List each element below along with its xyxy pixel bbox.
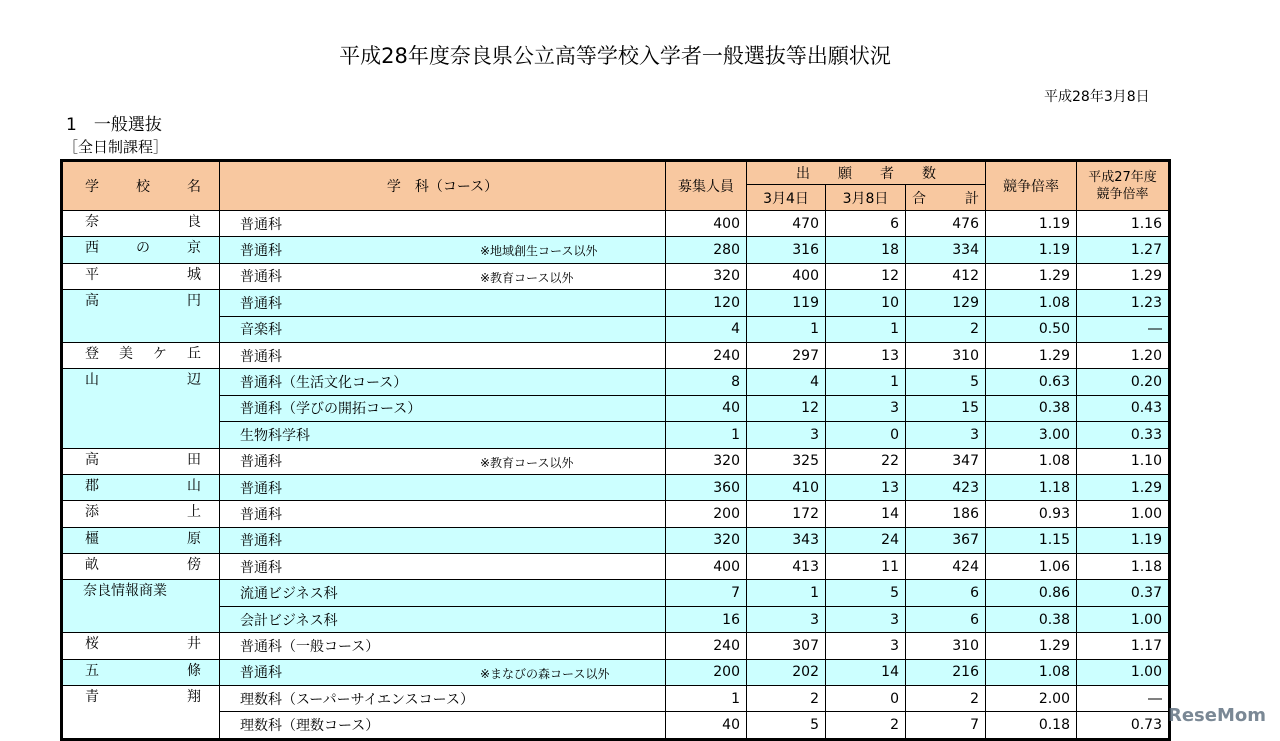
department-note: ※地域創生コース以外 — [480, 244, 598, 259]
department-note: ※教育コース以外 — [480, 270, 574, 285]
school-name: 山辺 — [62, 369, 220, 448]
department-cell — [220, 580, 666, 606]
header-capacity: 募集人員 — [666, 161, 747, 211]
capacity: 16 — [666, 606, 747, 632]
prev-competition-ratio: 1.17 — [1077, 633, 1170, 659]
table-row — [62, 712, 1170, 739]
school-name: 奈良情報商業 — [62, 580, 220, 633]
department-note: ※教育コース以外 — [480, 455, 574, 470]
department-name: 普通科 — [240, 454, 282, 471]
capacity: 360 — [666, 474, 747, 500]
applicants-total: 6 — [906, 580, 986, 606]
applicants-mar4: 413 — [747, 554, 826, 580]
applicants-total: 423 — [906, 474, 986, 500]
section-heading: 1 一般選抜 — [66, 115, 162, 135]
competition-ratio: 1.29 — [986, 263, 1077, 289]
applicants-mar8: 13 — [826, 474, 906, 500]
applicants-total: 310 — [906, 342, 986, 368]
applicants-mar4: 400 — [747, 263, 826, 289]
capacity: 120 — [666, 290, 747, 316]
table-row — [62, 659, 1170, 685]
table-row — [62, 554, 1170, 580]
applicants-total: 347 — [906, 448, 986, 474]
competition-ratio: 1.19 — [986, 237, 1077, 263]
competition-ratio: 0.86 — [986, 580, 1077, 606]
header-mar4: 3月4日 — [747, 185, 826, 211]
school-name: 五條 — [62, 659, 220, 685]
applicants-mar8: 18 — [826, 237, 906, 263]
department-cell — [220, 211, 666, 237]
applicants-total: 5 — [906, 369, 986, 395]
prev-competition-ratio: 0.43 — [1077, 395, 1170, 421]
applicants-mar4: 3 — [747, 606, 826, 632]
applicants-mar8: 0 — [826, 422, 906, 448]
capacity: 7 — [666, 580, 747, 606]
department-cell — [220, 501, 666, 527]
prev-competition-ratio: 1.19 — [1077, 527, 1170, 553]
competition-ratio: 0.50 — [986, 316, 1077, 342]
department-cell — [220, 606, 666, 632]
school-name: 添上 — [62, 501, 220, 527]
department-cell — [220, 554, 666, 580]
table-row — [62, 580, 1170, 606]
header-prev-ratio: 平成27年度 競争倍率 — [1077, 161, 1170, 211]
table-row — [62, 369, 1170, 395]
department-cell — [220, 422, 666, 448]
school-name: 郡山 — [62, 474, 220, 500]
department-name: 会計ビジネス科 — [240, 612, 338, 629]
header-dept: 学 科（コース） — [220, 161, 666, 211]
applicants-mar8: 11 — [826, 554, 906, 580]
department-name: 音楽科 — [240, 322, 282, 339]
applicants-mar8: 12 — [826, 263, 906, 289]
prev-competition-ratio: 0.20 — [1077, 369, 1170, 395]
department-cell — [220, 633, 666, 659]
department-name: 普通科 — [240, 480, 282, 497]
applicants-mar4: 316 — [747, 237, 826, 263]
capacity: 4 — [666, 316, 747, 342]
competition-ratio: 1.29 — [986, 633, 1077, 659]
department-cell — [220, 263, 666, 289]
header-applicants: 出 願 者 数 — [747, 161, 986, 185]
capacity: 240 — [666, 342, 747, 368]
capacity: 1 — [666, 686, 747, 712]
prev-competition-ratio: 0.73 — [1077, 712, 1170, 739]
school-name: 奈良 — [62, 211, 220, 237]
header-school: 学 校 名 — [62, 161, 220, 211]
department-name: 普通科（一般コース） — [240, 638, 380, 655]
applicants-mar8: 6 — [826, 211, 906, 237]
competition-ratio: 0.38 — [986, 606, 1077, 632]
school-name: 高田 — [62, 448, 220, 474]
applicants-mar4: 410 — [747, 474, 826, 500]
prev-competition-ratio: 1.16 — [1077, 211, 1170, 237]
department-name: 流通ビジネス科 — [240, 586, 338, 603]
header-ratio: 競争倍率 — [986, 161, 1077, 211]
applicants-mar4: 5 — [747, 712, 826, 739]
prev-competition-ratio: 1.18 — [1077, 554, 1170, 580]
competition-ratio: 2.00 — [986, 686, 1077, 712]
school-name: 橿原 — [62, 527, 220, 553]
prev-competition-ratio: 0.33 — [1077, 422, 1170, 448]
table-row — [62, 422, 1170, 448]
table-row — [62, 395, 1170, 421]
table-row — [62, 633, 1170, 659]
applicants-mar8: 22 — [826, 448, 906, 474]
department-cell — [220, 527, 666, 553]
applicants-mar4: 4 — [747, 369, 826, 395]
department-cell — [220, 712, 666, 739]
competition-ratio: 1.18 — [986, 474, 1077, 500]
applicants-mar4: 343 — [747, 527, 826, 553]
competition-ratio: 3.00 — [986, 422, 1077, 448]
capacity: 240 — [666, 633, 747, 659]
capacity: 280 — [666, 237, 747, 263]
department-name: 普通科 — [240, 348, 282, 365]
applicants-mar8: 24 — [826, 527, 906, 553]
applicants-total: 2 — [906, 316, 986, 342]
course-label: ［全日制課程］ — [63, 138, 169, 156]
table-row — [62, 211, 1170, 237]
applications-table — [60, 159, 1171, 741]
table-row — [62, 448, 1170, 474]
applicants-mar8: 1 — [826, 369, 906, 395]
department-name: 普通科（生活文化コース） — [240, 375, 408, 392]
applicants-total: 476 — [906, 211, 986, 237]
capacity: 320 — [666, 448, 747, 474]
prev-competition-ratio: 0.37 — [1077, 580, 1170, 606]
capacity: 8 — [666, 369, 747, 395]
header-mar8: 3月8日 — [826, 185, 906, 211]
applicants-mar4: 12 — [747, 395, 826, 421]
applicants-mar4: 1 — [747, 316, 826, 342]
prev-competition-ratio: ― — [1077, 686, 1170, 712]
capacity: 320 — [666, 263, 747, 289]
table-row — [62, 474, 1170, 500]
competition-ratio: 0.18 — [986, 712, 1077, 739]
competition-ratio: 1.29 — [986, 342, 1077, 368]
prev-competition-ratio: 1.20 — [1077, 342, 1170, 368]
applicants-mar4: 172 — [747, 501, 826, 527]
table-row — [62, 501, 1170, 527]
capacity: 400 — [666, 554, 747, 580]
applicants-total: 2 — [906, 686, 986, 712]
department-cell — [220, 237, 666, 263]
competition-ratio: 1.08 — [986, 290, 1077, 316]
applicants-mar4: 2 — [747, 686, 826, 712]
department-name: 普通科 — [240, 506, 282, 523]
applicants-mar8: 3 — [826, 633, 906, 659]
department-cell — [220, 395, 666, 421]
prev-competition-ratio: ― — [1077, 316, 1170, 342]
capacity: 1 — [666, 422, 747, 448]
department-note: ※まなびの森コース以外 — [480, 666, 610, 681]
department-name: 普通科 — [240, 665, 282, 682]
applicants-mar8: 3 — [826, 395, 906, 421]
applicants-total: 310 — [906, 633, 986, 659]
applicants-total: 424 — [906, 554, 986, 580]
department-cell — [220, 316, 666, 342]
prev-competition-ratio: 1.23 — [1077, 290, 1170, 316]
competition-ratio: 1.19 — [986, 211, 1077, 237]
prev-competition-ratio: 1.00 — [1077, 659, 1170, 685]
applicants-mar8: 1 — [826, 316, 906, 342]
applicants-total: 216 — [906, 659, 986, 685]
applicants-total: 129 — [906, 290, 986, 316]
table-row — [62, 237, 1170, 263]
prev-competition-ratio: 1.00 — [1077, 606, 1170, 632]
applicants-mar8: 5 — [826, 580, 906, 606]
applicants-mar8: 14 — [826, 659, 906, 685]
table-row — [62, 342, 1170, 368]
department-cell — [220, 290, 666, 316]
capacity: 40 — [666, 712, 747, 739]
competition-ratio: 0.93 — [986, 501, 1077, 527]
department-name: 生物科学科 — [240, 427, 310, 444]
department-name: 普通科 — [240, 533, 282, 550]
applicants-total: 6 — [906, 606, 986, 632]
applicants-total: 186 — [906, 501, 986, 527]
department-cell — [220, 448, 666, 474]
table-row — [62, 527, 1170, 553]
competition-ratio: 1.08 — [986, 448, 1077, 474]
applicants-mar8: 10 — [826, 290, 906, 316]
applicants-mar8: 0 — [826, 686, 906, 712]
report-date: 平成28年3月8日 — [1044, 89, 1150, 105]
school-name: 畝傍 — [62, 554, 220, 580]
prev-competition-ratio: 1.00 — [1077, 501, 1170, 527]
table-row — [62, 606, 1170, 632]
applicants-mar4: 297 — [747, 342, 826, 368]
table-row — [62, 316, 1170, 342]
applicants-mar4: 119 — [747, 290, 826, 316]
capacity: 400 — [666, 211, 747, 237]
school-name: 西の京 — [62, 237, 220, 263]
applicants-mar4: 307 — [747, 633, 826, 659]
capacity: 200 — [666, 501, 747, 527]
department-cell — [220, 474, 666, 500]
table-row — [62, 263, 1170, 289]
competition-ratio: 0.63 — [986, 369, 1077, 395]
prev-competition-ratio: 1.29 — [1077, 474, 1170, 500]
applicants-mar4: 3 — [747, 422, 826, 448]
applicants-mar8: 2 — [826, 712, 906, 739]
applicants-mar4: 202 — [747, 659, 826, 685]
department-name: 理数科（スーパーサイエンスコース） — [240, 691, 474, 708]
department-name: 普通科 — [240, 216, 282, 233]
applicants-total: 7 — [906, 712, 986, 739]
competition-ratio: 1.08 — [986, 659, 1077, 685]
school-name: 青翔 — [62, 686, 220, 740]
header-total: 合 計 — [906, 185, 986, 211]
school-name: 平城 — [62, 263, 220, 289]
prev-competition-ratio: 1.10 — [1077, 448, 1170, 474]
applicants-mar8: 13 — [826, 342, 906, 368]
department-cell — [220, 369, 666, 395]
capacity: 200 — [666, 659, 747, 685]
competition-ratio: 0.38 — [986, 395, 1077, 421]
school-name: 高円 — [62, 290, 220, 343]
applicants-mar4: 325 — [747, 448, 826, 474]
department-name: 普通科 — [240, 269, 282, 286]
school-name: 登美ケ丘 — [62, 342, 220, 368]
applicants-total: 15 — [906, 395, 986, 421]
department-name: 理数科（理数コース） — [240, 718, 380, 735]
table-row — [62, 290, 1170, 316]
school-name: 桜井 — [62, 633, 220, 659]
page-title: 平成28年度奈良県公立高等学校入学者一般選抜等出願状況 — [339, 44, 891, 68]
department-cell — [220, 686, 666, 712]
table-body — [62, 211, 1170, 740]
prev-competition-ratio: 1.27 — [1077, 237, 1170, 263]
resemom-watermark: ReseMom — [1167, 705, 1266, 726]
department-cell — [220, 342, 666, 368]
applicants-total: 334 — [906, 237, 986, 263]
applicants-mar8: 14 — [826, 501, 906, 527]
capacity: 320 — [666, 527, 747, 553]
department-name: 普通科 — [240, 243, 282, 260]
applicants-total: 367 — [906, 527, 986, 553]
department-name: 普通科 — [240, 295, 282, 312]
competition-ratio: 1.15 — [986, 527, 1077, 553]
department-name: 普通科 — [240, 559, 282, 576]
competition-ratio: 1.06 — [986, 554, 1077, 580]
department-name: 普通科（学びの開拓コース） — [240, 401, 422, 418]
applicants-total: 3 — [906, 422, 986, 448]
applicants-total: 412 — [906, 263, 986, 289]
applicants-mar4: 1 — [747, 580, 826, 606]
department-cell — [220, 659, 666, 685]
applicants-mar4: 470 — [747, 211, 826, 237]
prev-competition-ratio: 1.29 — [1077, 263, 1170, 289]
table-row — [62, 686, 1170, 712]
applicants-mar8: 3 — [826, 606, 906, 632]
capacity: 40 — [666, 395, 747, 421]
